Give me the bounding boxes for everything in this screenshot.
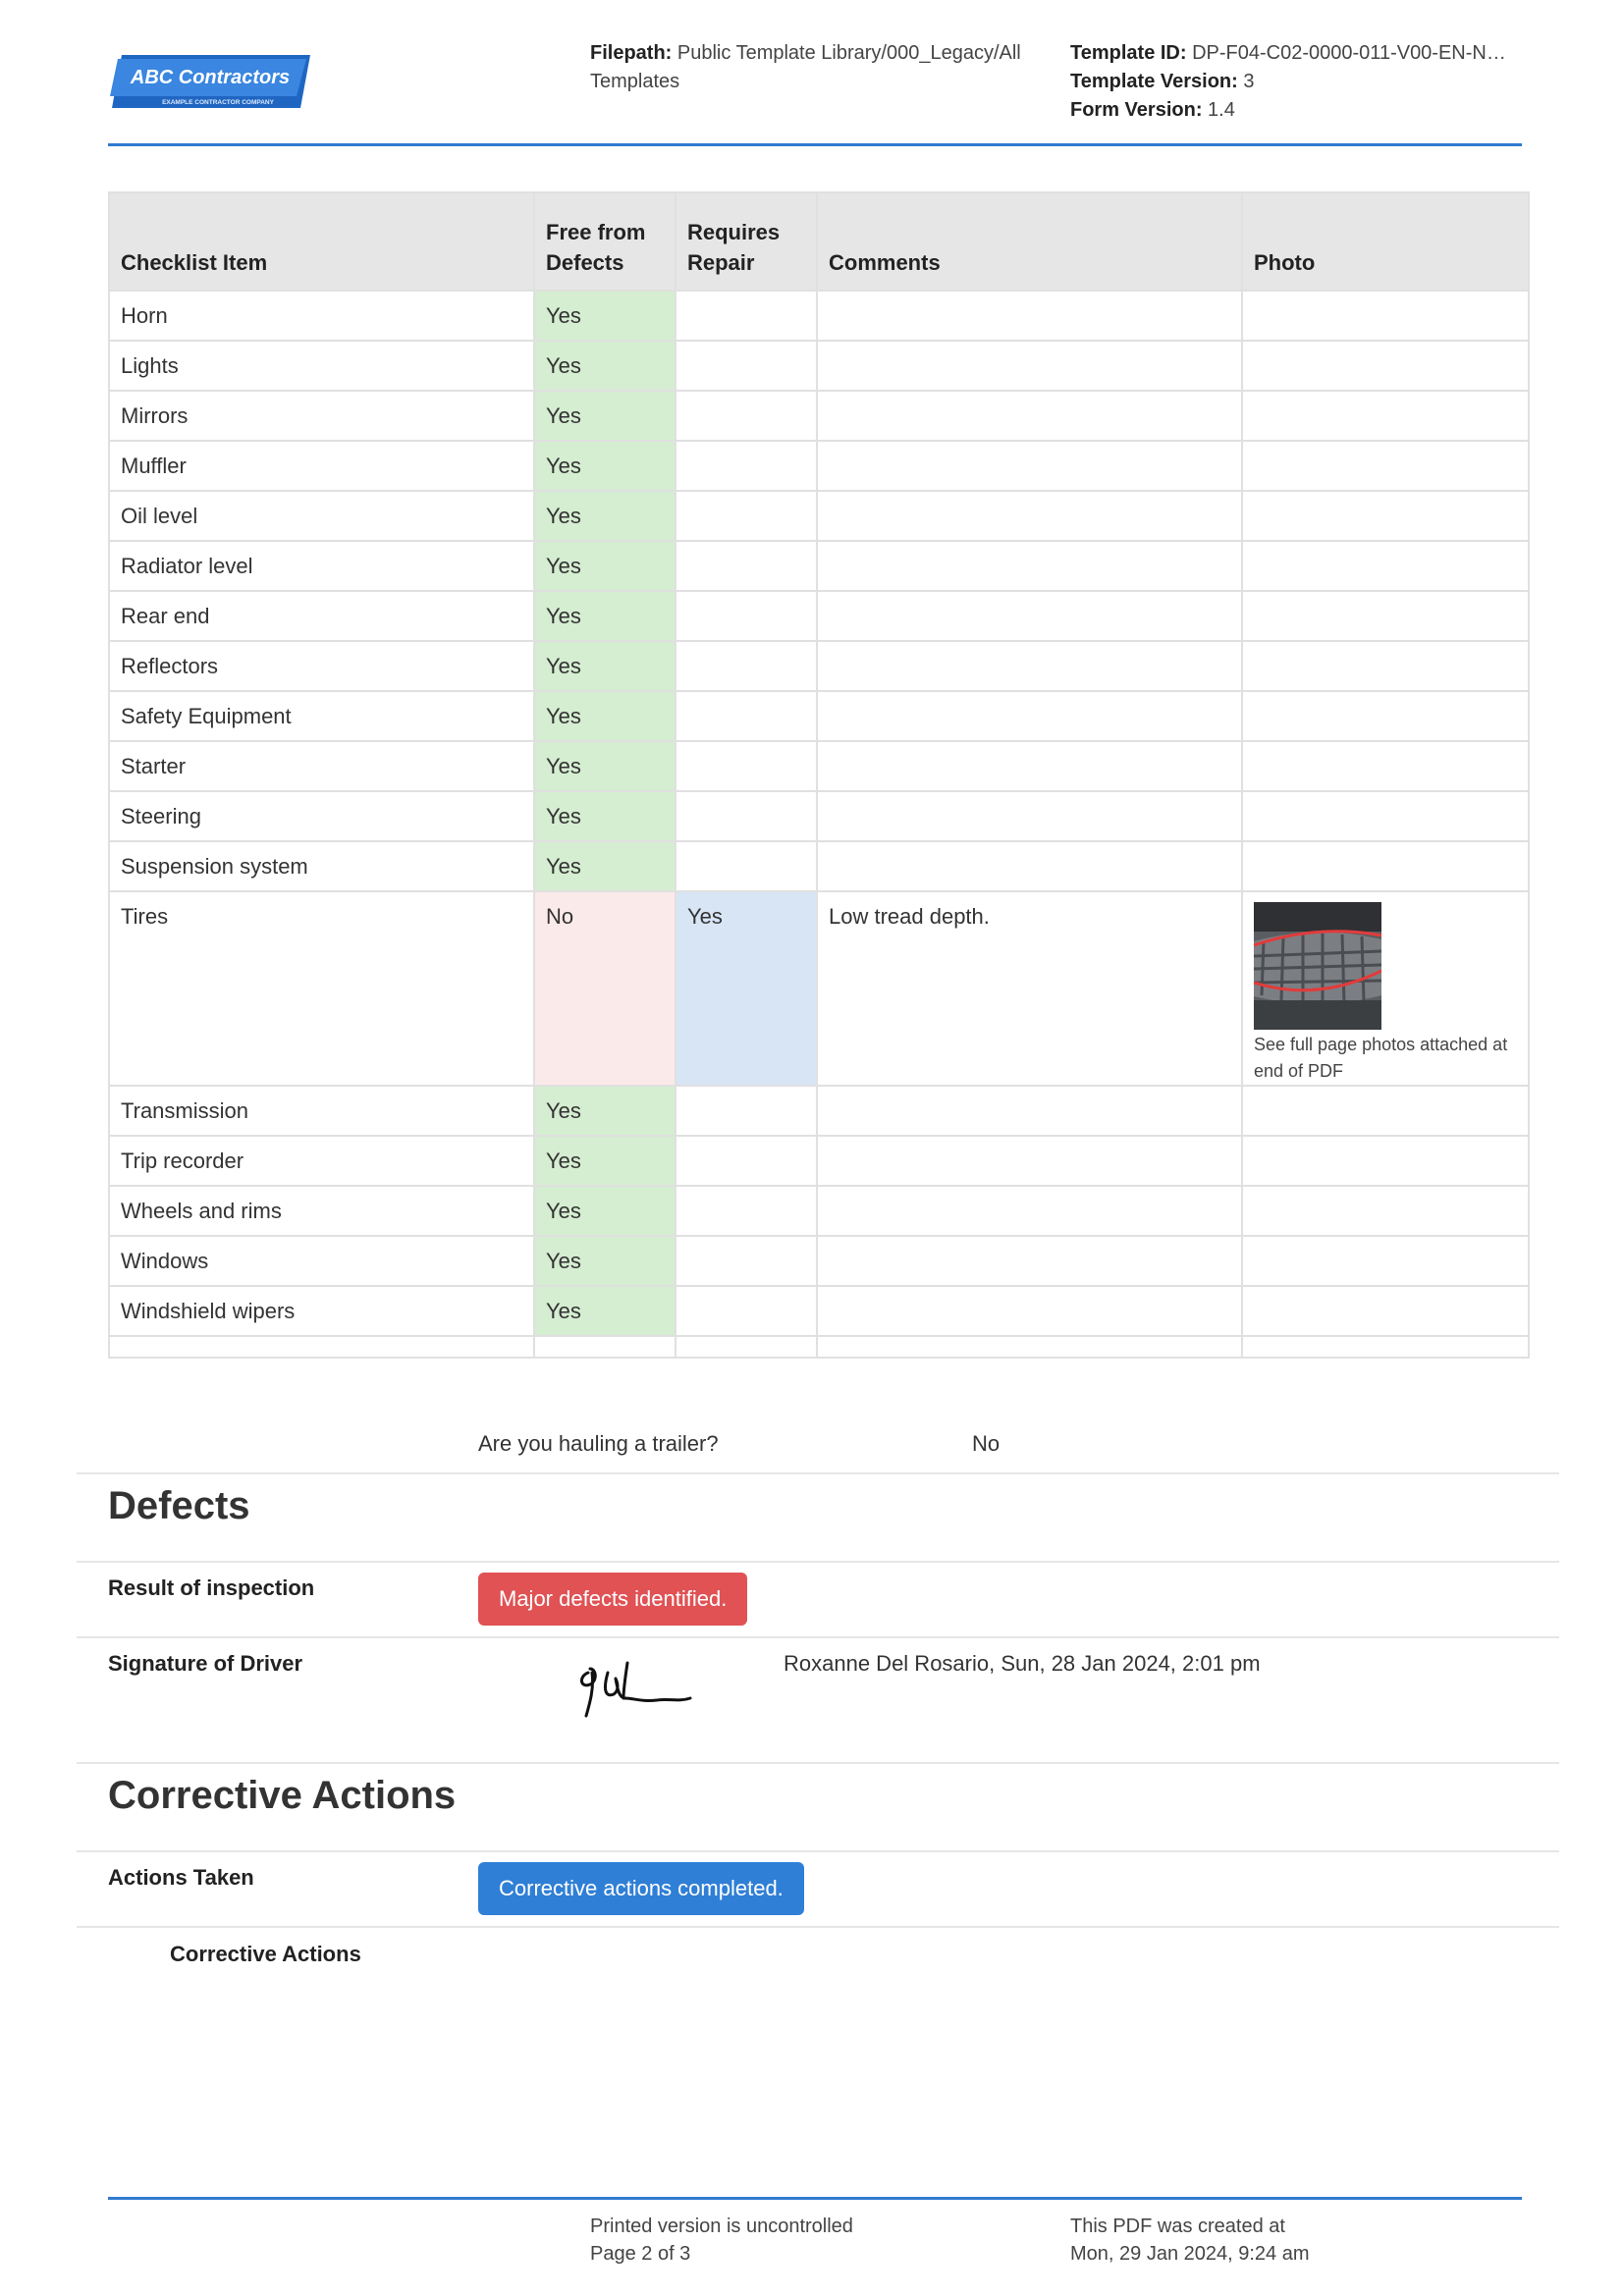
divider xyxy=(77,1850,1559,1852)
actions-taken-label: Actions Taken xyxy=(108,1865,254,1890)
template-meta-block xyxy=(1070,39,1522,125)
page-header xyxy=(108,39,1522,146)
table-row: Mirrors Yes xyxy=(109,391,1529,441)
form-version: Form Version: 1.4 xyxy=(1070,99,1235,121)
checklist-header-row xyxy=(109,192,1529,291)
tires-comment: Low tread depth. xyxy=(817,891,1242,1086)
table-row: Lights Yes xyxy=(109,341,1529,391)
table-row: Oil level Yes xyxy=(109,491,1529,541)
signature-label: Signature of Driver xyxy=(108,1651,303,1676)
col-free-from-defects: Free from Defects xyxy=(534,192,676,291)
filepath-label: Filepath: xyxy=(590,42,673,64)
table-row: Steering Yes xyxy=(109,791,1529,841)
table-row: Horn Yes xyxy=(109,291,1529,341)
divider xyxy=(77,1762,1559,1764)
col-comments: Comments xyxy=(817,192,1242,291)
footer-created-info: This PDF was created at Mon, 29 Jan 2024, 9:24 am xyxy=(1070,2216,1310,2265)
page-number: Page 2 of 3 xyxy=(590,2243,691,2265)
actions-badge: Corrective actions completed. xyxy=(478,1862,804,1915)
divider xyxy=(77,1926,1559,1928)
table-row: Transmission Yes xyxy=(109,1086,1529,1136)
table-row: Windshield wipers Yes xyxy=(109,1286,1529,1336)
table-row: Starter Yes xyxy=(109,741,1529,791)
table-row: Rear end Yes xyxy=(109,591,1529,641)
table-row: Muffler Yes xyxy=(109,441,1529,491)
tire-photo-thumbnail[interactable] xyxy=(1254,902,1381,1030)
table-row: Safety Equipment Yes xyxy=(109,691,1529,741)
col-checklist-item: Checklist Item xyxy=(109,192,534,291)
table-row: Trip recorder Yes xyxy=(109,1136,1529,1186)
trailer-question: Are you hauling a trailer? xyxy=(478,1431,719,1456)
table-row: Reflectors Yes xyxy=(109,641,1529,691)
template-version: Template Version: 3 xyxy=(1070,71,1255,92)
footer-divider xyxy=(108,2197,1522,2200)
table-row: Radiator level Yes xyxy=(109,541,1529,591)
table-row: Windows Yes xyxy=(109,1236,1529,1286)
defects-title: Defects xyxy=(108,1484,250,1527)
table-row: Suspension system Yes xyxy=(109,841,1529,891)
table-row: Wheels and rims Yes xyxy=(109,1186,1529,1236)
corrective-title: Corrective Actions xyxy=(108,1774,457,1817)
corrective-actions-sublabel: Corrective Actions xyxy=(170,1942,361,1966)
checklist-table xyxy=(108,191,1530,1359)
company-logo xyxy=(108,51,314,112)
col-requires-repair: Requires Repair xyxy=(676,192,817,291)
svg-text:EXAMPLE CONTRACTOR COMPANY: EXAMPLE CONTRACTOR COMPANY xyxy=(162,99,274,106)
template-id: Template ID: DP-F04-C02-0000-011-V00-EN-N… xyxy=(1070,42,1506,64)
result-label: Result of inspection xyxy=(108,1575,315,1600)
photo-note: See full page photos attached at end of PDF xyxy=(1254,1035,1508,1081)
signature-details: Roxanne Del Rosario, Sun, 28 Jan 2024, 2:01 pm xyxy=(784,1651,1261,1676)
filepath-block xyxy=(590,39,1022,96)
result-badge: Major defects identified. xyxy=(478,1573,747,1626)
trailer-answer: No xyxy=(972,1431,1001,1456)
table-spacer-row xyxy=(109,1336,1529,1358)
svg-text:ABC Contractors: ABC Contractors xyxy=(130,67,291,88)
table-row-tires: Tires No Yes Low tread depth. See full page photos attached at end of PDF xyxy=(109,891,1529,1086)
divider xyxy=(77,1472,1559,1474)
divider xyxy=(77,1636,1559,1638)
footer-print-info: Printed version is uncontrolled Page 2 of 3 xyxy=(590,2213,853,2268)
divider xyxy=(77,1561,1559,1563)
col-photo: Photo xyxy=(1242,192,1529,291)
driver-signature-image xyxy=(574,1659,697,1723)
filepath-value: Public Template Library/000_Legacy/All Templates xyxy=(590,42,1021,92)
tires-photo-cell xyxy=(1242,891,1529,1086)
